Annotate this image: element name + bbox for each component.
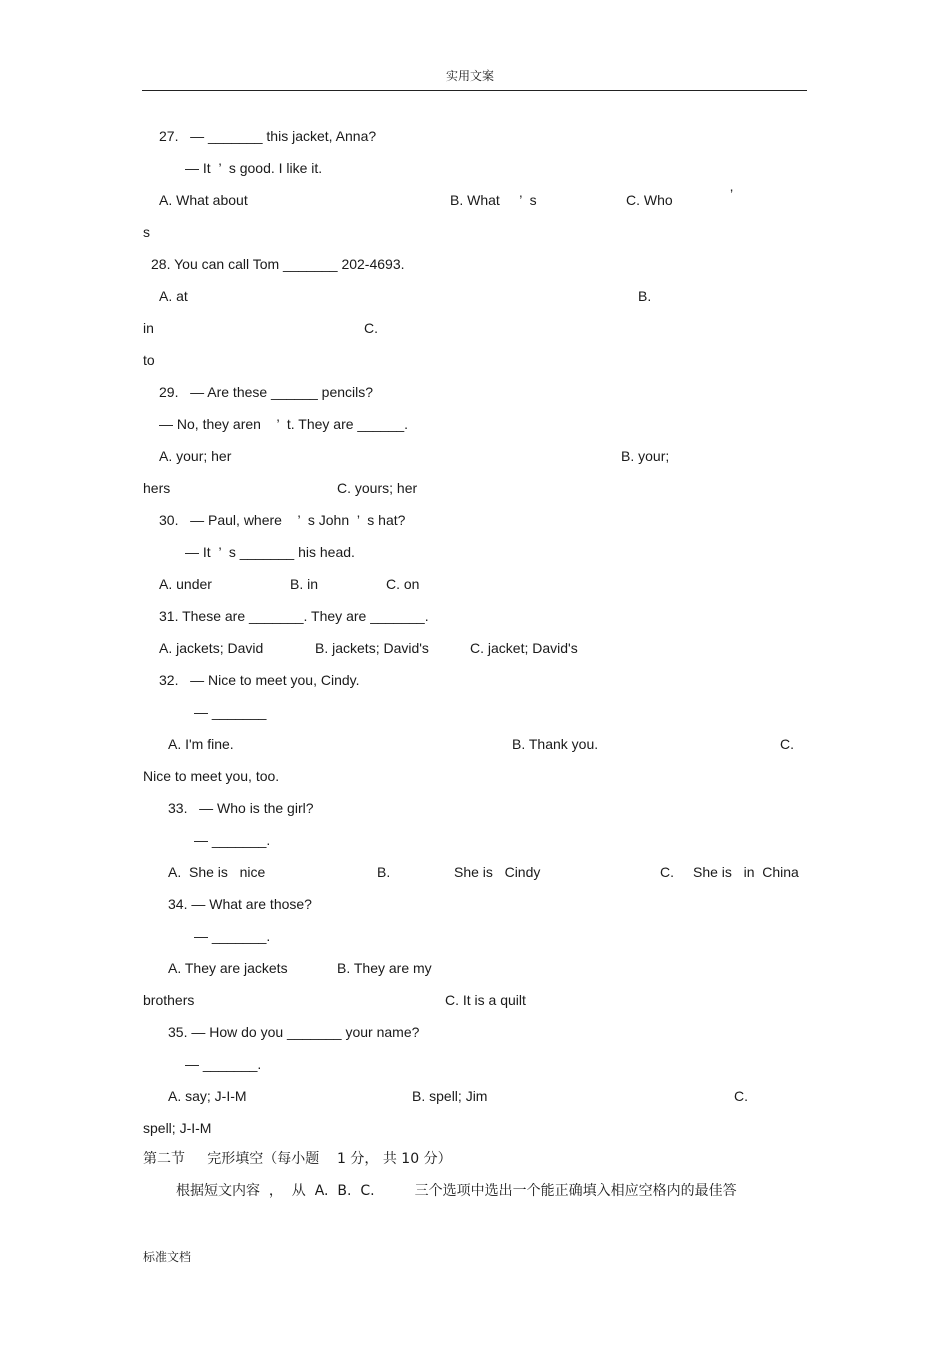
question-34-option-a: A. They are jackets [168, 960, 288, 976]
question-33-option-c-text: She is in China [693, 864, 799, 880]
page-footer-text: 标准文档 [143, 1250, 192, 1264]
question-27-answer: — It ’ s good. I like it. [185, 160, 323, 176]
question-29-option-b: B. your; [621, 448, 670, 464]
question-27-stem: 27. — _______ this jacket, Anna? [159, 128, 377, 144]
question-32-stem: 32. — Nice to meet you, Cindy. [159, 672, 360, 688]
question-28-option-a: A. at [159, 288, 188, 304]
question-30-option-b: B. in [290, 576, 319, 592]
question-33-answer: — _______. [194, 832, 271, 848]
question-30-answer: — It ’ s _______ his head. [185, 544, 355, 560]
question-29-option-b-wrap: hers [143, 480, 171, 496]
question-32-option-a: A. I'm fine. [168, 736, 234, 752]
question-32-option-b: B. Thank you. [512, 736, 599, 752]
question-33-option-c-label: C. [660, 864, 674, 880]
question-30-option-c: C. on [386, 576, 420, 592]
question-33-option-b-text: She is Cindy [454, 864, 541, 880]
question-31-stem: 31. These are _______. They are _______. [159, 608, 429, 624]
section-2-instruction: 根据短文内容 ， 从 A. B. C. 三个选项中选出一个能正确填入相应空格内的最佳答 [176, 1183, 737, 1199]
question-29-option-a: A. your; her [159, 448, 232, 464]
question-34-option-b-wrap: brothers [143, 992, 195, 1008]
question-33-stem: 33. — Who is the girl? [168, 800, 314, 816]
question-27-option-b: B. What ’ s [450, 192, 537, 208]
question-32-option-c: C. [780, 736, 794, 752]
question-33-option-b-label: B. [377, 864, 391, 880]
page-header-title: 实用文案 [446, 69, 495, 83]
question-33-option-a: A. She is nice [168, 864, 266, 880]
question-35-option-b: B. spell; Jim [412, 1088, 488, 1104]
question-29-answer: — No, they aren ’ t. They are ______. [159, 416, 409, 432]
question-27-option-c-wrap: s [143, 224, 150, 240]
question-30-stem: 30. — Paul, where ’ s John ’ s hat? [159, 512, 406, 528]
question-32-answer: — _______ [194, 704, 267, 720]
question-28-option-c-wrap: to [143, 352, 155, 368]
question-29-option-c: C. yours; her [337, 480, 418, 496]
question-28-option-b-wrap: in [143, 320, 154, 336]
question-35-stem: 35. — How do you _______ your name? [168, 1024, 420, 1040]
question-28-option-b: B. [638, 288, 652, 304]
question-34-stem: 34. — What are those? [168, 896, 312, 912]
question-35-answer: — _______. [185, 1056, 262, 1072]
question-27-option-c: C. Who [626, 192, 673, 208]
question-31-option-c: C. jacket; David's [470, 640, 578, 656]
header-divider [142, 90, 807, 91]
question-28-stem: 28. You can call Tom _______ 202-4693. [151, 256, 405, 272]
question-34-option-b: B. They are my [337, 960, 432, 976]
question-35-option-a: A. say; J-I-M [168, 1088, 247, 1104]
section-2-heading: 第二节 完形填空（每小题 1 分， 共 10 分） [143, 1151, 452, 1167]
question-27-option-a: A. What about [159, 192, 248, 208]
question-30-option-a: A. under [159, 576, 212, 592]
question-34-answer: — _______. [194, 928, 271, 944]
question-29-stem: 29. — Are these ______ pencils? [159, 384, 374, 400]
question-34-option-c: C. It is a quilt [445, 992, 526, 1008]
question-35-option-c: C. [734, 1088, 748, 1104]
question-27-option-c-apostrophe: ’ [730, 186, 734, 202]
question-35-option-c-wrap: spell; J-I-M [143, 1120, 212, 1136]
question-28-option-c: C. [364, 320, 378, 336]
question-31-option-b: B. jackets; David's [315, 640, 429, 656]
question-31-option-a: A. jackets; David [159, 640, 264, 656]
question-32-option-c-wrap: Nice to meet you, too. [143, 768, 280, 784]
